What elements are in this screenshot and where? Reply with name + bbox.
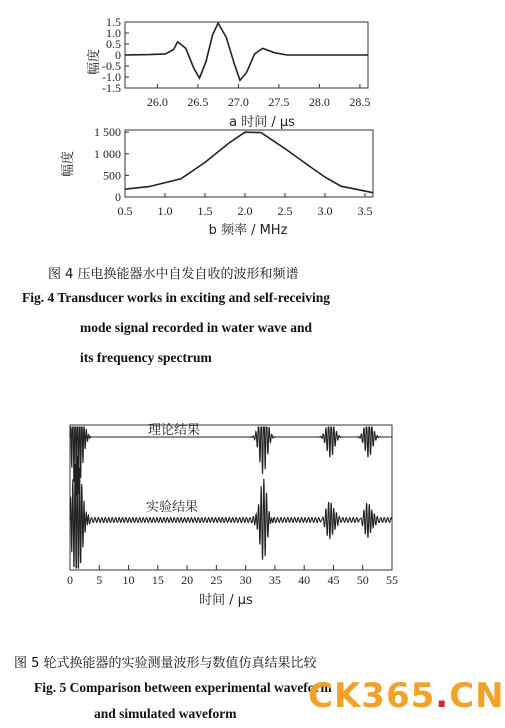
ytick-label-a: 0 (115, 48, 121, 62)
xtick-label-fig5: 40 (298, 573, 311, 587)
fig4-caption-en-1: Fig. 4 Transducer works in exciting and self-receiving (22, 290, 330, 305)
theory-waveform-line (70, 427, 392, 496)
chart-panel-a (86, 15, 370, 130)
xtick-label-a: 28.0 (308, 95, 330, 109)
ytick-label-b: 0 (115, 190, 121, 204)
xtick-label-fig5: 5 (96, 573, 103, 587)
xtick-label-fig5: 20 (181, 573, 194, 587)
axes-frame-fig5 (70, 425, 392, 570)
xtick-label-a: 27.5 (268, 95, 290, 109)
ytick-label-a: 1.5 (106, 15, 121, 29)
axes-frame-b (125, 130, 373, 197)
xtick-label-b: 2.5 (277, 204, 293, 218)
xtick-label-b: 3.0 (317, 204, 333, 218)
ytick-label-a: -1.0 (102, 70, 121, 84)
spectrum-b-line (125, 132, 373, 193)
ytick-label-b: 500 (103, 168, 121, 183)
ytick-label-a: -1.5 (102, 81, 121, 95)
xlabel-a: a 时间 / μs (229, 115, 295, 130)
xlabel-fig5: 时间 / μs (199, 593, 253, 608)
waveform-a-line (125, 23, 368, 80)
xtick-label-fig5: 10 (122, 573, 135, 587)
fig4-caption-en-2: mode signal recorded in water wave and (80, 320, 312, 335)
xtick-label-fig5: 50 (356, 573, 369, 587)
ytick-label-a: 0.5 (106, 37, 121, 51)
xtick-label-b: 3.5 (357, 204, 373, 218)
xlabel-b: b 频率 / MHz (208, 223, 288, 238)
ylabel-b: 幅度 (61, 150, 76, 178)
fig5-caption-en-2: and simulated waveform (94, 706, 237, 721)
xtick-label-a: 26.5 (187, 95, 209, 109)
xtick-label-b: 0.5 (117, 204, 133, 218)
xtick-label-fig5: 45 (327, 573, 340, 587)
ytick-label-a: -0.5 (102, 59, 121, 73)
xtick-label-fig5: 25 (210, 573, 223, 587)
xtick-label-fig5: 0 (67, 573, 73, 587)
xtick-label-b: 1.5 (197, 204, 213, 218)
xtick-label-b: 2.0 (237, 204, 253, 218)
xtick-label-fig5: 30 (239, 573, 252, 587)
chart-panel-fig5 (67, 422, 398, 608)
xtick-label-a: 26.0 (146, 95, 168, 109)
xtick-label-a: 28.5 (349, 95, 371, 109)
xtick-label-b: 1.0 (157, 204, 173, 218)
annotation-experiment: 实验结果 (145, 500, 199, 515)
fig5-caption-en-1: Fig. 5 Comparison between experimental waveform (34, 680, 332, 695)
annotation-theory: 理论结果 (147, 423, 201, 438)
ylabel-a: 幅度 (87, 48, 102, 76)
watermark-logo: CK365.CN (308, 676, 505, 716)
xtick-label-fig5: 55 (386, 573, 398, 587)
ytick-label-a: 1.0 (106, 26, 121, 40)
xtick-label-fig5: 15 (151, 573, 164, 587)
fig4-caption-en-3: its frequency spectrum (80, 350, 212, 365)
ytick-label-b: 1 500 (94, 125, 121, 140)
fig4-caption-cn: 图 4 压电换能器水中自发自收的波形和频谱 (48, 267, 299, 282)
xtick-label-a: 27.0 (227, 95, 249, 109)
xtick-label-fig5: 35 (268, 573, 281, 587)
experiment-waveform-line (70, 456, 392, 568)
chart-panel-b (60, 125, 373, 238)
fig5-caption-cn: 图 5 轮式换能器的实验测量波形与数值仿真结果比较 (14, 656, 317, 671)
ytick-label-b: 1 000 (94, 146, 121, 161)
